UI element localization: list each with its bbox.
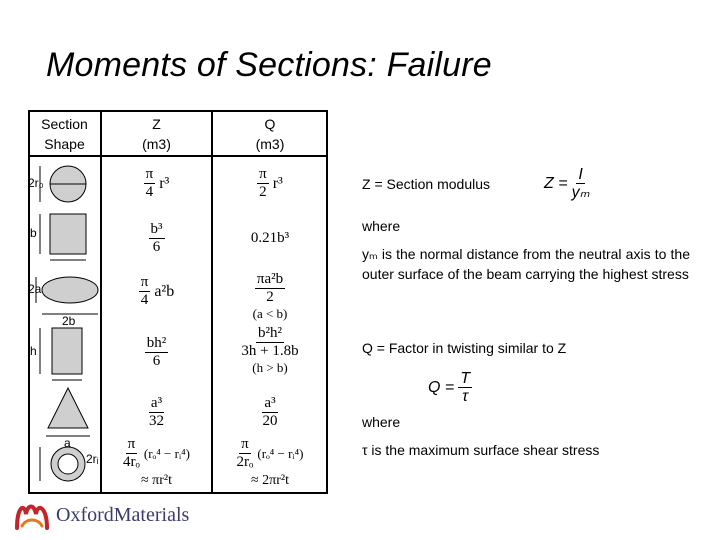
z-num: b³	[150, 221, 163, 237]
z-term: a²b	[154, 282, 175, 300]
q-approx: ≈ 2πr²t	[250, 473, 289, 488]
z-cell-tube	[101, 436, 212, 489]
shape-label-2ri: 2rᵢ	[86, 452, 99, 466]
z-approx: ≈ πr²t	[140, 473, 172, 488]
z-term: (rₒ⁴ − rᵢ⁴)	[143, 445, 190, 461]
header-q-label: Q	[264, 116, 276, 132]
q-formula-num: T	[460, 370, 471, 387]
z-formula	[544, 166, 590, 201]
q-num: π	[241, 436, 249, 452]
z-cell-square	[101, 220, 212, 256]
z-den: 4	[140, 292, 149, 308]
q-term: (rₒ⁴ − rᵢ⁴)	[257, 445, 304, 461]
z-definition: Z = Section modulus	[362, 176, 491, 192]
z-cell-rectangle	[101, 334, 212, 370]
shape-label-b: b	[30, 226, 37, 240]
ym-explanation: yₘ is the normal distance from the neutral axis to the outer surface of the beam carrying the highest stress	[362, 246, 690, 282]
ellipse-section-icon	[36, 277, 98, 314]
tau-explanation: τ is the maximum surface shear stress	[362, 442, 600, 458]
oxford-materials-emblem-icon	[14, 498, 50, 532]
q-formula-lhs: Q =	[428, 378, 455, 396]
q-num: πa²b	[256, 271, 284, 287]
where-label-2: where	[362, 414, 401, 430]
z-den: 4rₒ	[123, 454, 140, 470]
tube-section-icon	[40, 447, 85, 481]
q-num: a³	[264, 395, 276, 411]
shape-label-a: a	[64, 436, 71, 450]
z-num: π	[140, 274, 149, 290]
z-formula-den: yₘ	[571, 184, 590, 201]
q-condition: (h > b)	[252, 360, 288, 375]
z-term: r³	[159, 174, 170, 192]
q-cell-triangle	[212, 394, 328, 430]
q-cell-ellipse	[212, 270, 328, 322]
z-num: π	[127, 436, 136, 452]
q-den: 2rₒ	[236, 454, 254, 470]
oxford-materials-logo	[14, 498, 189, 532]
section-table	[28, 110, 328, 494]
shape-label-2a: 2a	[28, 282, 42, 296]
header-q-unit: (m3)	[255, 136, 285, 152]
solid-circle-icon	[40, 166, 86, 202]
shape-label-h: h	[30, 344, 37, 358]
q-den: 2	[266, 289, 274, 305]
header-section-label: Section	[41, 116, 88, 132]
q-den: 2	[259, 184, 267, 200]
logo-text: OxfordMaterials	[56, 503, 190, 526]
q-den: 20	[262, 413, 278, 429]
q-cell-tube	[212, 436, 328, 489]
z-num: a³	[150, 395, 163, 411]
q-definition: Q = Factor in twisting similar to Z	[362, 340, 567, 356]
shape-label-2r0: 2r₀	[28, 176, 44, 190]
header-q	[212, 114, 328, 154]
q-den: 3h + 1.8b	[241, 343, 299, 359]
z-den: 4	[145, 184, 154, 200]
page-title: Moments of Sections: Failure	[46, 46, 492, 84]
header-section-shape	[28, 114, 101, 154]
square-section-icon	[40, 214, 86, 260]
q-num: π	[259, 166, 267, 182]
z-den: 6	[152, 353, 161, 369]
header-z	[101, 114, 212, 154]
header-shape-label: Shape	[44, 136, 85, 152]
z-cell-triangle	[101, 394, 212, 430]
z-cell-ellipse	[101, 274, 212, 309]
header-z-unit: (m3)	[142, 136, 171, 152]
q-num: b²h²	[258, 325, 282, 341]
z-den: 32	[149, 413, 164, 429]
q-cell-circle	[212, 166, 328, 201]
z-formula-lhs: Z =	[544, 174, 568, 192]
q-cell-square: 0.21b³	[250, 230, 290, 246]
header-z-label: Z	[152, 116, 161, 132]
z-num: bh²	[146, 335, 167, 351]
z-den: 6	[152, 239, 161, 255]
q-term: r³	[272, 174, 283, 192]
q-cell-rectangle	[212, 324, 328, 376]
z-num: π	[145, 166, 154, 182]
z-formula-num: I	[578, 166, 583, 183]
q-formula-den: τ	[462, 388, 469, 405]
q-formula	[428, 370, 472, 405]
shape-label-2b: 2b	[62, 314, 76, 328]
where-label-1: where	[362, 218, 401, 234]
q-condition: (a < b)	[252, 306, 288, 321]
rectangle-section-icon	[40, 328, 82, 380]
triangle-section-icon	[46, 388, 90, 436]
z-cell-circle	[101, 166, 212, 201]
